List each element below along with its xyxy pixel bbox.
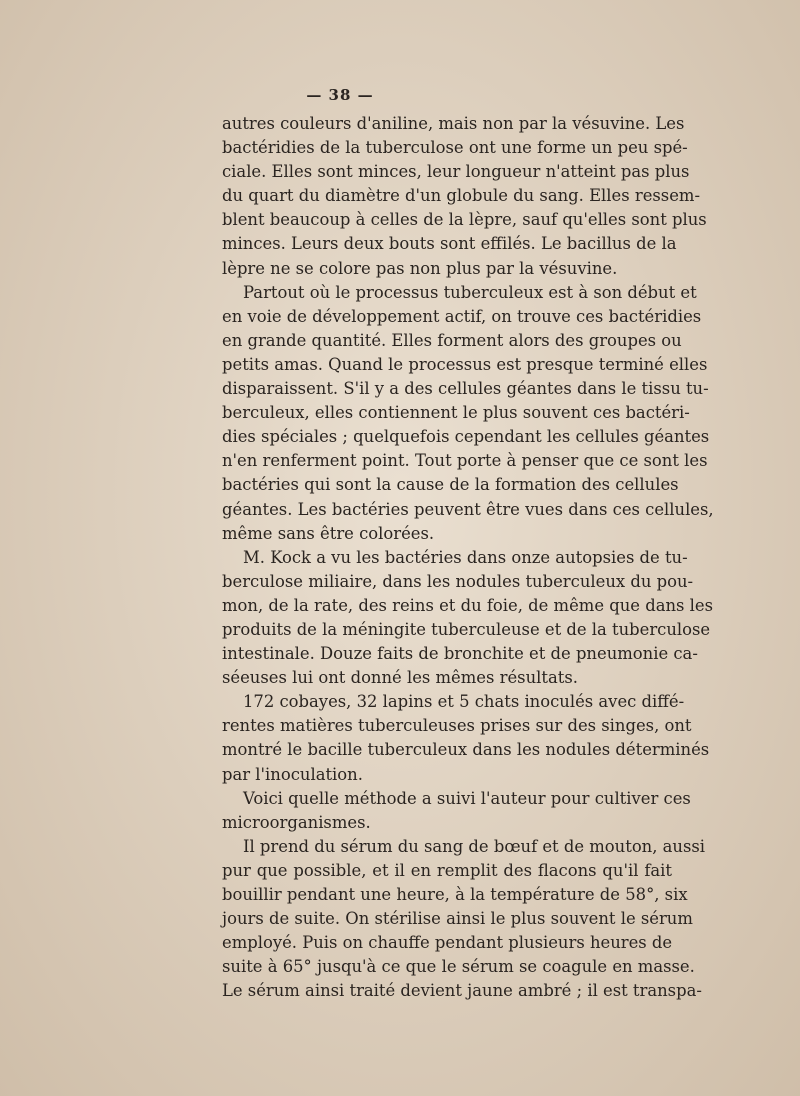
- text-line: petits amas. Quand le processus est presque terminé elles: [222, 354, 708, 374]
- text-line: même sans être colorées.: [222, 523, 435, 543]
- text-line: suite à 65° jusqu'à ce que le sérum se coagule en masse.: [222, 957, 695, 977]
- text-line: employé. Puis on chauffe pendant plusieurs heures de: [222, 933, 673, 953]
- paragraph: [222, 690, 710, 786]
- paragraph: [222, 787, 691, 835]
- text-line: n'en renferment point. Tout porte à penser que ce sont les: [222, 451, 708, 471]
- text-line: bactéridies de la tuberculose ont une forme un peu spé-: [222, 138, 688, 158]
- text-line: bouillir pendant une heure, à la température de 58°, six: [222, 885, 688, 904]
- text-line: rentes matières tuberculeuses prises sur des singes, ont: [222, 716, 692, 736]
- text-line: berculeux, elles contiennent le plus souvent ces bactéri-: [222, 403, 690, 423]
- text-line: mon, de la rate, des reins et du foie, de même que dans les: [222, 595, 713, 615]
- text-line: Il prend du sérum du sang de bœuf et de mouton, aussi: [243, 836, 706, 856]
- text-line: en grande quantité. Elles forment alors des groupes ou: [222, 330, 682, 350]
- text-line: Partout où le processus tuberculeux est à son début et: [243, 282, 697, 302]
- paragraph: [222, 281, 714, 546]
- text-line: 172 cobayes, 32 lapins et 5 chats inoculés avec diffé-: [243, 692, 685, 712]
- text-line: Voici quelle méthode a suivi l'auteur pour cultiver ces: [243, 788, 691, 808]
- text-line: disparaissent. S'il y a des cellules géantes dans le tissu tu-: [222, 379, 709, 399]
- text-line: du quart du diamètre d'un globule du sang. Elles ressem-: [222, 186, 700, 206]
- text-line: berculose miliaire, dans les nodules tuberculeux du pou-: [222, 571, 694, 591]
- text-line: blent beaucoup à celles de la lèpre, sauf qu'elles sont plus: [222, 210, 707, 230]
- text-line: séeuses lui ont donné les mêmes résultats.: [222, 668, 578, 688]
- text-line: montré le bacille tuberculeux dans les nodules déterminés: [222, 740, 710, 760]
- text-line: M. Kock a vu les bactéries dans onze autopsies de tu-: [243, 547, 688, 567]
- text-line: intestinale. Douze faits de bronchite et de pneumonie ca-: [222, 644, 698, 664]
- paragraph: [222, 112, 707, 281]
- paragraph: [222, 546, 713, 691]
- text-line: microorganismes.: [222, 812, 371, 832]
- text-line: géantes. Les bactéries peuvent être vues dans ces cellules,: [222, 499, 714, 519]
- text-line: par l'inoculation.: [222, 764, 363, 784]
- text-line: bactéries qui sont la cause de la formation des cellules: [222, 475, 679, 495]
- text-line: dies spéciales ; quelquefois cependant les cellules géantes: [222, 427, 710, 447]
- text-line: Le sérum ainsi traité devient jaune ambré ; il est transpa-: [222, 981, 702, 1001]
- body-text: [222, 112, 714, 1003]
- text-line: produits de la méningite tuberculeuse et de la tuberculose: [222, 619, 711, 639]
- text-line: en voie de développement actif, on trouve ces bactéridies: [222, 306, 702, 326]
- text-line: autres couleurs d'aniline, mais non par la vésuvine. Les: [222, 114, 685, 133]
- text-line: jours de suite. On stérilise ainsi le plus souvent le sérum: [222, 909, 693, 929]
- text-line: minces. Leurs deux bouts sont effilés. Le bacillus de la: [222, 234, 677, 254]
- text-line: ciale. Elles sont minces, leur longueur n'atteint pas plus: [222, 162, 690, 182]
- page-number: — 38 —: [306, 86, 374, 104]
- paragraph: [222, 835, 706, 1004]
- text-line: pur que possible, et il en remplit des flacons qu'il fait: [222, 860, 672, 880]
- text-line: lèpre ne se colore pas non plus par la vésuvine.: [222, 258, 618, 278]
